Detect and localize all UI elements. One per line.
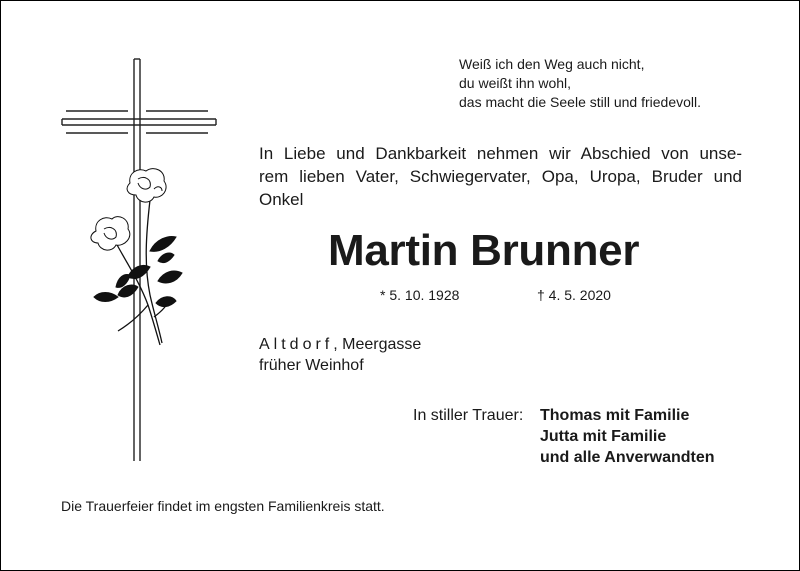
mourning-label: In stiller Trauer: (413, 407, 524, 424)
mourner: und alle Anverwandten (540, 449, 715, 466)
address-line (259, 334, 421, 355)
intro-line: rem lieben Vater, Schwiegervater, Opa, Uropa, Bruder und (259, 167, 742, 186)
address-former: früher Weinhof (259, 357, 364, 374)
funeral-note: Die Trauerfeier findet im engsten Familienkreis statt. (61, 498, 385, 514)
cross-with-rose-icon (58, 55, 220, 467)
quote-line: du weißt ihn wohl, (459, 75, 572, 91)
mourner: Jutta mit Familie (540, 428, 667, 445)
intro-line: In Liebe und Dankbarkeit nehmen wir Abschied von unse- (259, 144, 742, 163)
quote-line: das macht die Seele still und friedevoll. (459, 94, 702, 110)
intro-line: Onkel (259, 190, 304, 209)
birth-date: * 5. 10. 1928 (380, 287, 460, 303)
mourners-list (540, 405, 715, 468)
poem-quote (459, 55, 701, 112)
farewell-text (259, 142, 742, 211)
address-street: , Meergasse (333, 336, 422, 353)
address-block (259, 334, 421, 376)
quote-line: Weiß ich den Weg auch nicht, (459, 56, 645, 72)
mourner: Thomas mit Familie (540, 407, 690, 424)
address-town: Altdorf (259, 336, 334, 353)
deceased-name: Martin Brunner (328, 226, 640, 275)
death-date: † 4. 5. 2020 (537, 287, 611, 303)
